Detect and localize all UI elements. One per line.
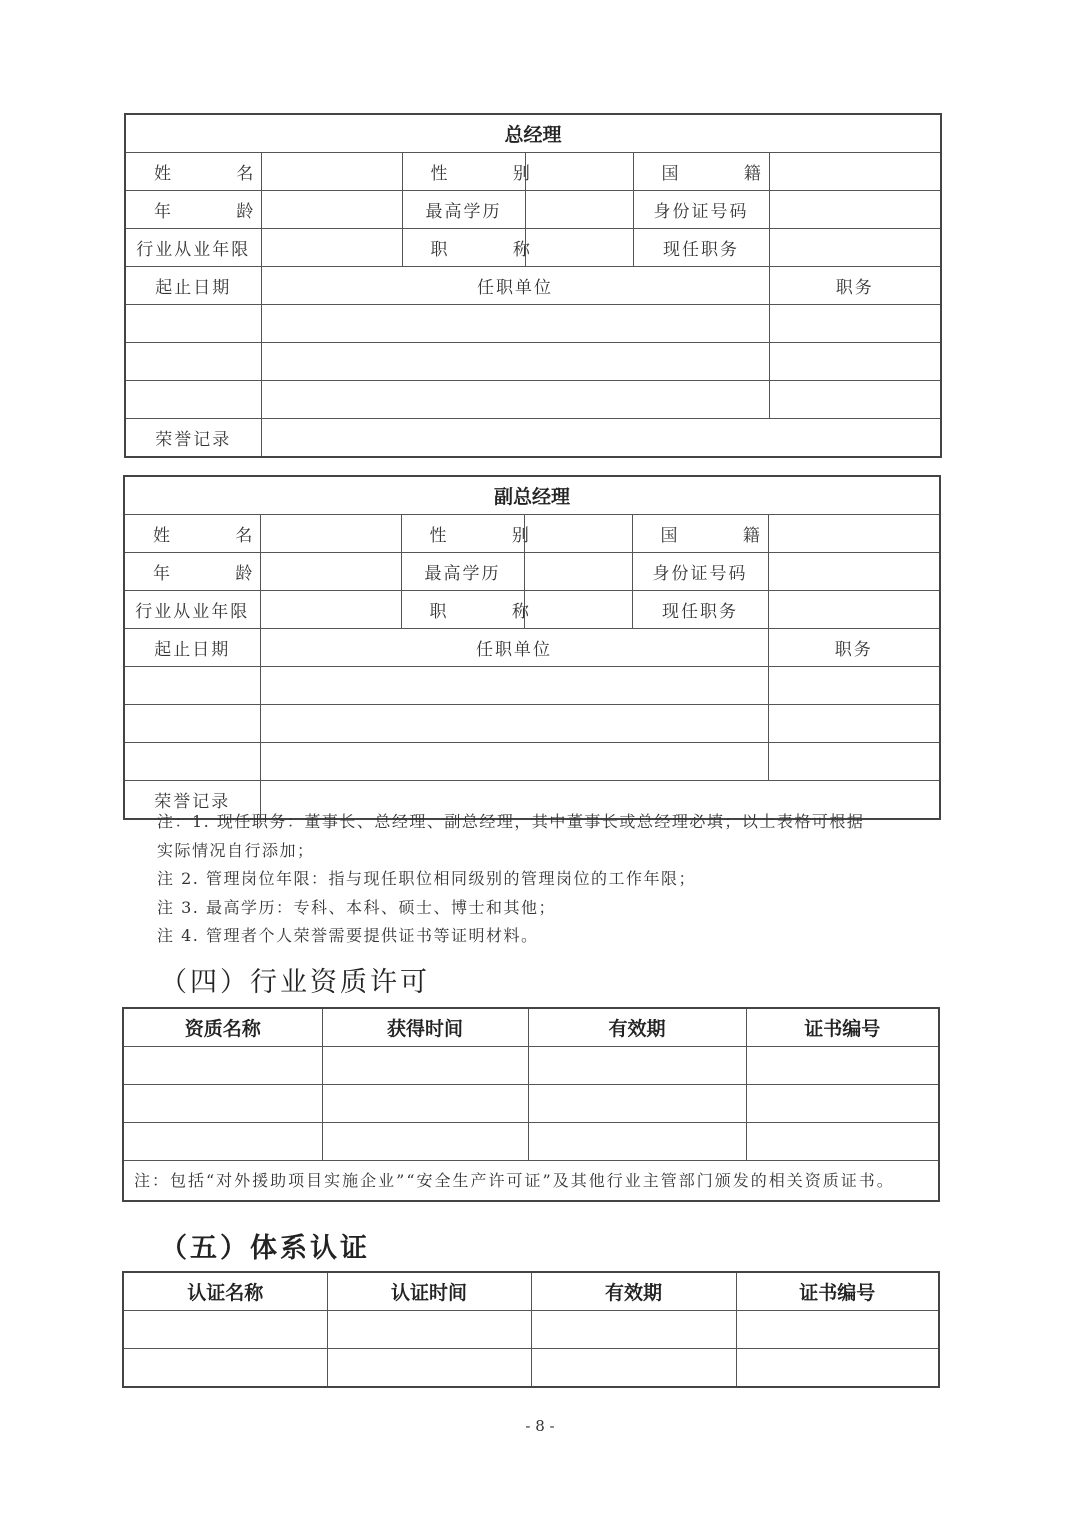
col-header: 有效期 [531,1272,736,1311]
certification-table [122,1271,940,1388]
col-header: 证书编号 [736,1272,939,1311]
cell[interactable] [746,1123,939,1161]
cell[interactable] [769,381,941,419]
input-education[interactable] [525,191,633,229]
table-row [123,1047,939,1085]
table-row [123,1349,939,1388]
cell[interactable] [768,705,940,743]
cell[interactable] [746,1085,939,1123]
label-role: 职务 [769,267,941,305]
input-nationality[interactable] [768,515,940,553]
table-title: 总经理 [125,114,941,153]
table-note: 注：包括“对外援助项目实施企业”“安全生产许可证”及其他行业主管部门颁发的相关资质证书。 [123,1161,939,1202]
cell[interactable] [531,1349,736,1388]
label-years: 行业从业年限 [125,229,261,267]
note-1-cont: 实际情况自行添加； [157,840,315,860]
cell[interactable] [528,1047,746,1085]
col-header: 认证时间 [327,1272,531,1311]
cell[interactable] [260,705,768,743]
label-period: 起止日期 [124,629,260,667]
cell[interactable] [124,705,260,743]
table-row [123,1311,939,1349]
input-id-number[interactable] [769,191,941,229]
cell[interactable] [746,1047,939,1085]
table-row [123,1085,939,1123]
label-id-number: 身份证号码 [632,553,768,591]
input-position[interactable] [768,591,940,629]
input-nationality[interactable] [769,153,941,191]
qualification-table [122,1007,940,1202]
label-period: 起止日期 [125,267,261,305]
table-row [125,305,941,343]
cell[interactable] [736,1349,939,1388]
col-header: 有效期 [528,1008,746,1047]
page-number: - 8 - [525,1417,555,1435]
cell[interactable] [261,305,769,343]
label-nationality: 国 籍 [632,515,768,553]
table-row [124,705,940,743]
cell[interactable] [125,381,261,419]
cell[interactable] [768,667,940,705]
cell[interactable] [769,343,941,381]
cell[interactable] [528,1085,746,1123]
label-name: 姓 名 [125,153,261,191]
table-row [124,743,940,781]
label-years: 行业从业年限 [124,591,260,629]
label-unit: 任职单位 [261,267,769,305]
label-education: 最高学历 [401,553,524,591]
cell[interactable] [322,1047,528,1085]
table-row [125,381,941,419]
cell[interactable] [327,1311,531,1349]
cell[interactable] [123,1311,327,1349]
cell[interactable] [260,743,768,781]
label-title: 职 称 [401,591,524,629]
label-education: 最高学历 [402,191,525,229]
cell[interactable] [327,1349,531,1388]
table-row [123,1123,939,1161]
cell[interactable] [125,343,261,381]
cell[interactable] [123,1085,322,1123]
label-age: 年 龄 [124,553,260,591]
cell[interactable] [769,305,941,343]
cell[interactable] [768,743,940,781]
cell[interactable] [261,343,769,381]
table-title: 副总经理 [124,476,940,515]
cell[interactable] [261,381,769,419]
label-honors: 荣誉记录 [125,419,261,458]
col-header: 获得时间 [322,1008,528,1047]
input-id-number[interactable] [768,553,940,591]
cell[interactable] [322,1123,528,1161]
note-3: 注 3. 最高学历：专科、本科、硕士、博士和其他； [157,897,556,917]
label-position: 现任职务 [632,591,768,629]
cell[interactable] [125,305,261,343]
note-1: 注：1. 现任职务：董事长、总经理、副总经理，其中董事长或总经理必填；以上表格可根据 [157,812,865,831]
col-header: 资质名称 [123,1008,322,1047]
cell[interactable] [528,1123,746,1161]
input-position[interactable] [769,229,941,267]
input-years[interactable] [260,591,401,629]
table-row [124,667,940,705]
label-honors: 荣誉记录 [124,781,260,820]
vice-general-manager-table [123,475,941,820]
cell[interactable] [736,1311,939,1349]
label-title: 职 称 [402,229,525,267]
table-row [125,343,941,381]
cell[interactable] [124,743,260,781]
cell[interactable] [322,1085,528,1123]
label-id-number: 身份证号码 [633,191,769,229]
col-header: 证书编号 [746,1008,939,1047]
label-age: 年 龄 [125,191,261,229]
col-header: 认证名称 [123,1272,327,1311]
general-manager-table [124,113,942,458]
label-nationality: 国 籍 [633,153,769,191]
cell[interactable] [260,667,768,705]
section4-heading: （四）行业资质许可 [160,967,430,998]
cell[interactable] [123,1123,322,1161]
cell[interactable] [531,1311,736,1349]
cell[interactable] [124,667,260,705]
note-2: 注 2. 管理岗位年限：指与现任职位相同级别的管理岗位的工作年限； [157,869,696,888]
label-unit: 任职单位 [260,629,768,667]
section5-heading: （五）体系认证 [160,1233,370,1264]
cell[interactable] [123,1349,327,1388]
notes [157,808,957,951]
label-gender: 性 别 [402,153,525,191]
input-years[interactable] [261,229,402,267]
note-4: 注 4. 管理者个人荣誉需要提供证书等证明材料。 [157,926,539,945]
input-honors[interactable] [261,419,941,458]
label-name: 姓 名 [124,515,260,553]
label-position: 现任职务 [633,229,769,267]
label-role: 职务 [768,629,940,667]
label-gender: 性 别 [401,515,524,553]
input-education[interactable] [524,553,632,591]
cell[interactable] [123,1047,322,1085]
